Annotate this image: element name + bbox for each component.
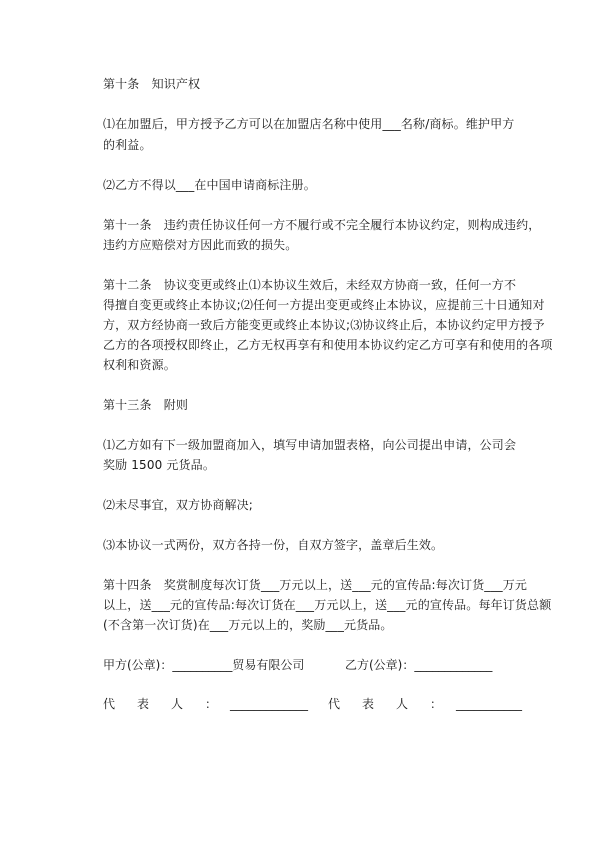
article10-item2: ⑵乙方不得以___在中国申请商标注册。 bbox=[103, 178, 316, 192]
party-b-representative-label: 代表人： bbox=[328, 697, 465, 711]
article13-item1-line1: ⑴乙方如有下一级加盟商加入，填写申请加盟表格，向公司提出申请，公司会 bbox=[103, 438, 517, 452]
article13-heading: 第十三条 附则 bbox=[103, 398, 189, 412]
article14-line3: (不含第一次订货)在___万元以上的，奖励___元货品。 bbox=[103, 618, 393, 632]
article13-item3: ⑶本协议一式两份，双方各持一份，自双方签字，盖章后生效。 bbox=[103, 538, 444, 552]
article12-line5: 权利和资源。 bbox=[103, 358, 176, 372]
article12-line1: 第十二条 协议变更或终止⑴本协议生效后，未经双方协商一致，任何一方不 bbox=[103, 278, 517, 292]
party-b-seal: 乙方(公章)：_____________ bbox=[345, 658, 493, 672]
article10-heading: 第十条 知识产权 bbox=[103, 77, 201, 91]
article11-line1: 第十一条 违约责任协议任何一方不履行或不完全履行本协议约定，则构成违约， bbox=[103, 218, 541, 232]
article10-item1-line2: 的利益。 bbox=[103, 138, 152, 152]
article12-line2: 得擅自变更或终止本协议;⑵任何一方提出变更或终止本协议，应提前三十日通知对 bbox=[103, 298, 545, 312]
party-b-representative-blank: ___________ bbox=[456, 697, 522, 711]
article13-item2: ⑵未尽事宜，双方协商解决; bbox=[103, 498, 253, 512]
party-a-representative-blank: _____________ bbox=[230, 697, 308, 711]
party-a-representative-label: 代表人： bbox=[103, 697, 240, 711]
article12-line4: 乙方的各项授权即终止，乙方无权再享有和使用本协议约定乙方可享有和使用的各项 bbox=[103, 338, 553, 352]
article13-item1-line2: 奖励 1500 元货品。 bbox=[103, 458, 215, 472]
party-a-seal: 甲方(公章)：__________贸易有限公司 bbox=[103, 658, 305, 672]
article12-line3: 方，双方经协商一致后方能变更或终止本协议;⑶协议终止后，本协议约定甲方授予 bbox=[103, 318, 545, 332]
article10-item1-line1: ⑴在加盟后，甲方授予乙方可以在加盟店名称中使用___名称/商标。维护甲方 bbox=[103, 117, 515, 131]
article14-line2: 以上，送___元的宣传品:每次订货在___万元以上，送___元的宣传品。每年订货总额 bbox=[103, 598, 552, 612]
article14-line1: 第十四条 奖赏制度每次订货___万元以上，送___元的宣传品:每次订货___万元 bbox=[103, 578, 528, 592]
article11-line2: 违约方应赔偿对方因此而致的损失。 bbox=[103, 238, 298, 252]
